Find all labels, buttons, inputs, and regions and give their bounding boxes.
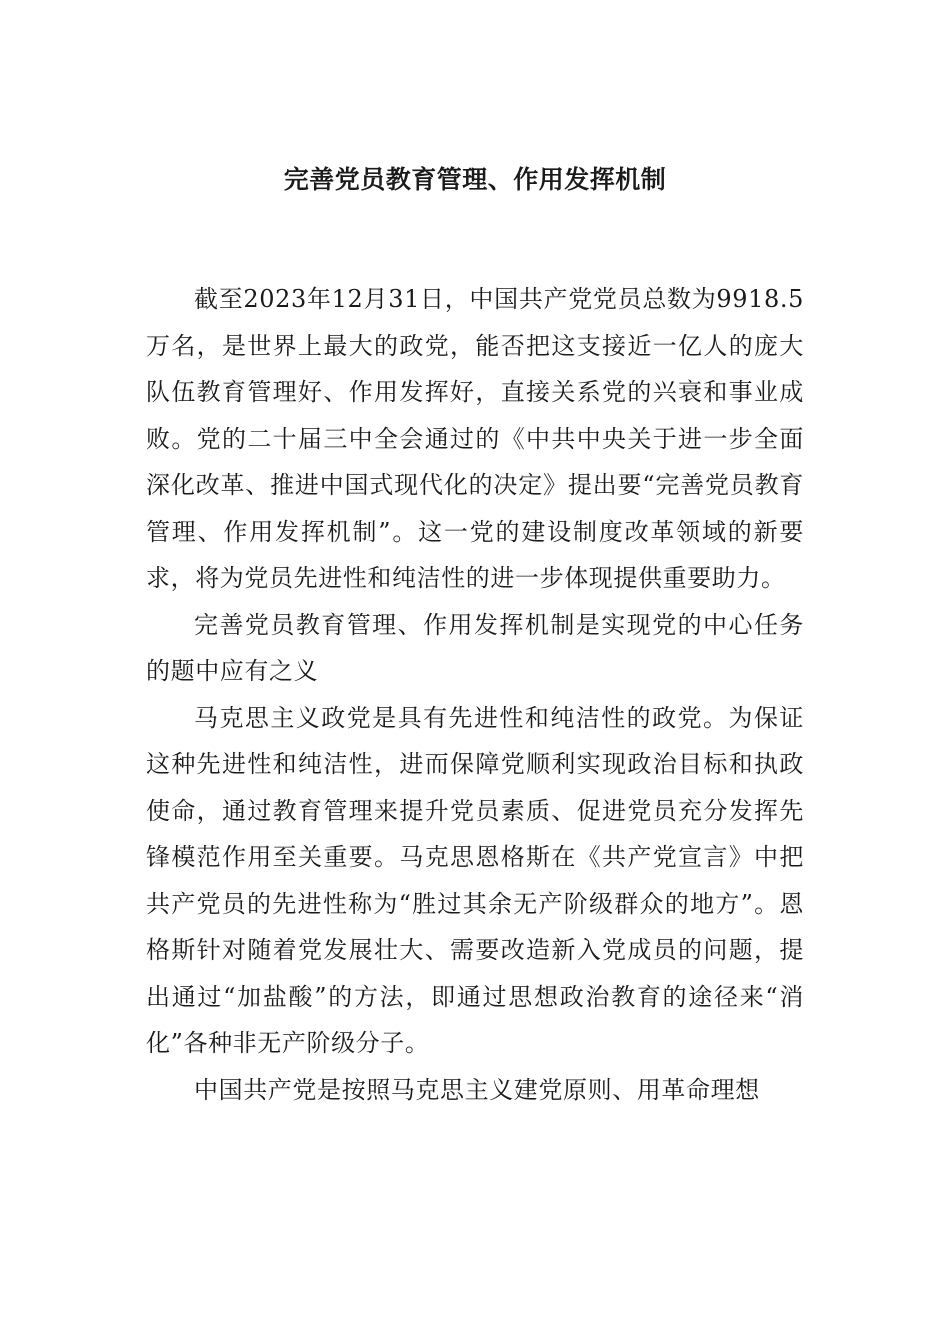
document-title: 完善党员教育管理、作用发挥机制 [283, 165, 667, 194]
paragraph-3: 马克思主义政党是具有先进性和纯洁性的政党。为保证这种先进性和纯洁性，进而保障党顺利实现政治目标和执政使命，通过教育管理来提升党员素质、促进党员充分发挥先锋模范作用至关重要。马克思恩格斯在《共产党宣言》中把共产党员的先进性称为“胜过其余无产阶级群众的地方”。恩格斯针对随着党发展壮大、需要改造新入党成员的问题，提出通过“加盐酸”的方法，即通过思想政治教育的途径来“消化”各种非无产阶级分子。 [146, 703, 804, 1057]
paragraph-4: 中国共产党是按照马克思主义建党原则、用革命理想 [194, 1075, 760, 1104]
paragraph-2-subheading: 完善党员教育管理、作用发挥机制是实现党的中心任务的题中应有之义 [146, 610, 804, 685]
document-body [146, 276, 804, 1113]
paragraph-1: 截至2023年12月31日，中国共产党党员总数为9918.5万名，是世界上最大的政党，能否把这支接近一亿人的庞大队伍教育管理好、作用发挥好，直接关系党的兴衰和事业成败。党的二十届三中全会通过的《中共中央关于进一步全面深化改革、推进中国式现代化的决定》提出要“完善党员教育管理、作用发挥机制”。这一党的建设制度改革领域的新要求，将为党员先进性和纯洁性的进一步体现提供重要助力。 [146, 285, 804, 592]
